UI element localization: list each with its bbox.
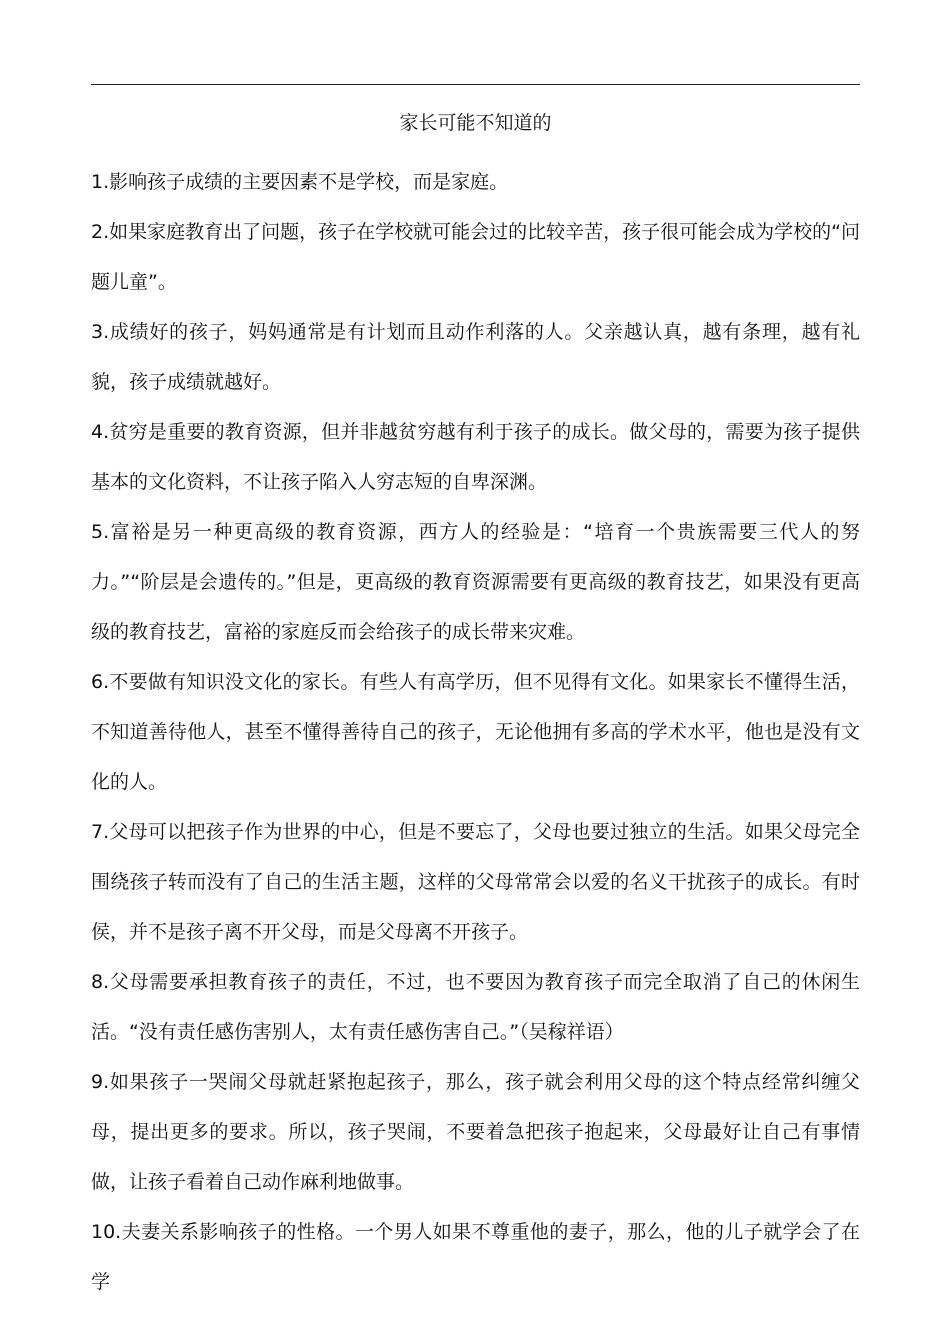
paragraph-5: 5.富裕是另一种更高级的教育资源，西方人的经验是：“培育一个贵族需要三代人的努力。”“阶层是会遗传的。”但是，更高级的教育资源需要有更高级的教育技艺，如果没有更高级的教育技艺，富裕的家庭反而会给孩子的成长带来灾难。: [91, 521, 860, 643]
paragraph-10: 10.夫妻关系影响孩子的性格。一个男人如果不尊重他的妻子，那么，他的儿子就学会了在学: [91, 1221, 860, 1293]
paragraph-3: 3.成绩好的孩子，妈妈通常是有计划而且动作利落的人。父亲越认真，越有条理，越有礼貌，孩子成绩就越好。: [91, 321, 860, 393]
paragraph-9: 9.如果孩子一哭闹父母就赶紧抱起孩子，那么，孩子就会利用父母的这个特点经常纠缠父母，提出更多的要求。所以，孩子哭闹，不要着急把孩子抱起来，父母最好让自己有事情做，让孩子看着自己动作麻利地做事。: [91, 1071, 860, 1193]
document-body: [91, 157, 860, 1307]
paragraph-1: 1.影响孩子成绩的主要因素不是学校，而是家庭。: [91, 171, 509, 193]
paragraph-6: 6.不要做有知识没文化的家长。有些人有高学历，但不见得有文化。如果家长不懂得生活，不知道善待他人，甚至不懂得善待自己的孩子，无论他拥有多高的学术水平，他也是没有文化的人。: [91, 671, 860, 793]
paragraph-8: 8.父母需要承担教育孩子的责任，不过，也不要因为教育孩子而完全取消了自己的休闲生活。“没有责任感伤害别人，太有责任感伤害自己。”（吴稼祥语）: [91, 971, 860, 1043]
paragraph-2: 2.如果家庭教育出了问题，孩子在学校就可能会过的比较辛苦，孩子很可能会成为学校的“问题儿童”。: [91, 221, 860, 293]
top-rule-line: [91, 84, 860, 85]
paragraph-4: 4.贫穷是重要的教育资源，但并非越贫穷越有利于孩子的成长。做父母的，需要为孩子提供基本的文化资料，不让孩子陷入人穷志短的自卑深渊。: [91, 421, 860, 493]
paragraph-7: 7.父母可以把孩子作为世界的中心，但是不要忘了，父母也要过独立的生活。如果父母完全围绕孩子转而没有了自己的生活主题，这样的父母常常会以爱的名义干扰孩子的成长。有时侯，并不是孩子离不开父母，而是父母离不开孩子。: [91, 821, 860, 943]
document-title: 家长可能不知道的: [399, 112, 552, 134]
